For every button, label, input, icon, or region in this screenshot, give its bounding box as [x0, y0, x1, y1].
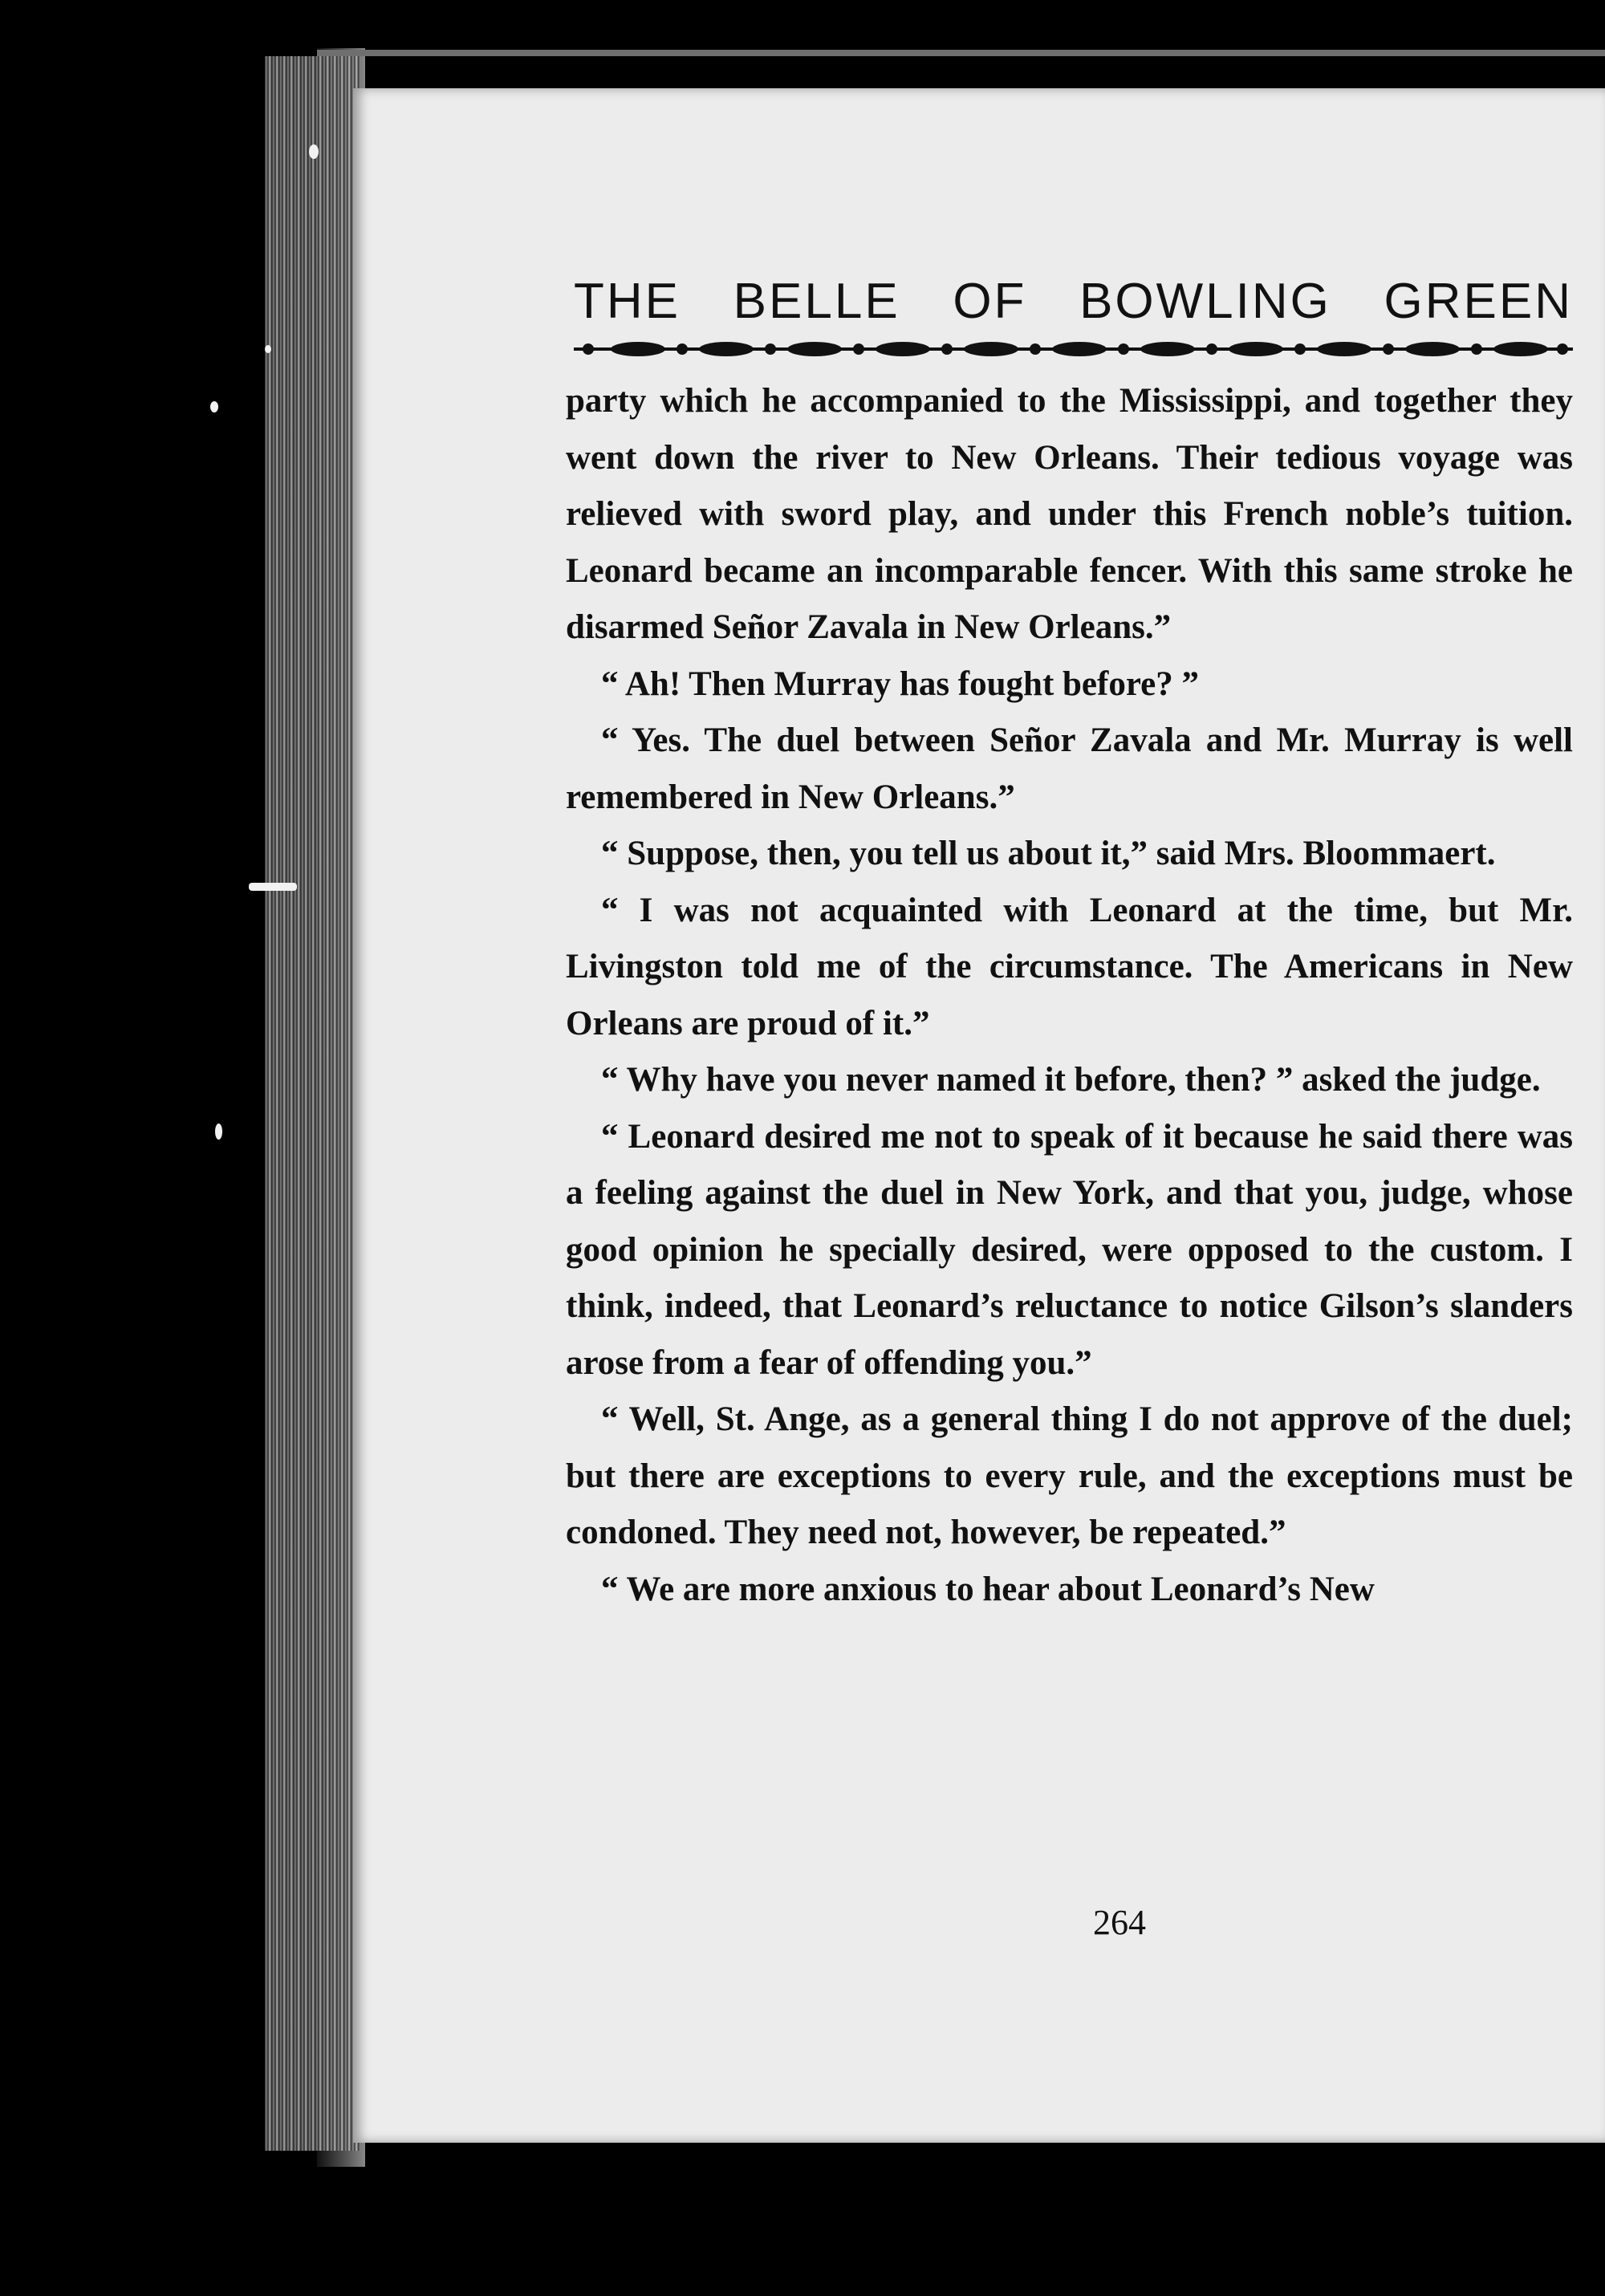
- paragraph: “ Yes. The duel between Señor Zavala and Mr. Murray is well remembered in New Orleans.”: [566, 721, 1573, 816]
- paragraph: “ Leonard desired me not to speak of it because he said there was a feeling against the duel in New York, and that you, judge, whose good opinion he specially desired, were opposed to the custom. I think, indeed, that Leonard’s reluctance to notice Gilson’s slanders arose from a fear of offending you.”: [566, 1117, 1573, 1382]
- paragraph: party which he accompanied to the Mississippi, and together they went down the river to New Orleans. Their tedious voyage was relieved with sword play, and under this French noble’s tuition. Leonard became an incomparable fencer. With this same stroke he disarmed Señor Zavala in New Orleans.”: [566, 382, 1573, 646]
- paragraph: “ Suppose, then, you tell us about it,” said Mrs. Bloommaert.: [601, 835, 1496, 872]
- dust-speck: [215, 1124, 222, 1140]
- paragraph: “ Why have you never named it before, then? ” asked the judge.: [601, 1061, 1541, 1099]
- book-page: [353, 88, 1605, 2143]
- paragraph: “ Well, St. Ange, as a general thing I do not approve of the duel; but there are exceptions to every rule, and the exceptions must be condoned. They need not, however, be repeated.”: [566, 1400, 1573, 1551]
- paragraph: “ I was not acquainted with Leonard at the time, but Mr. Livingston told me of the circumstance. The Americans in New Orleans are proud of it.”: [566, 891, 1573, 1042]
- dust-speck: [210, 401, 218, 412]
- text-body: [566, 373, 1573, 1618]
- page-edges: [265, 56, 361, 2151]
- page-number: 264: [1093, 1903, 1146, 1942]
- running-head: THE BELLE OF BOWLING GREEN: [574, 274, 1573, 329]
- dust-speck: [265, 345, 271, 353]
- paragraph: “ We are more anxious to hear about Leonard’s New: [601, 1570, 1375, 1608]
- paragraph: “ Ah! Then Murray has fought before? ”: [601, 664, 1199, 703]
- ornamental-rule: [574, 339, 1573, 360]
- dust-speck: [309, 144, 319, 159]
- dust-speck: [249, 883, 297, 891]
- top-edge-rule: [317, 50, 1605, 56]
- ornament-pattern: [583, 342, 1568, 356]
